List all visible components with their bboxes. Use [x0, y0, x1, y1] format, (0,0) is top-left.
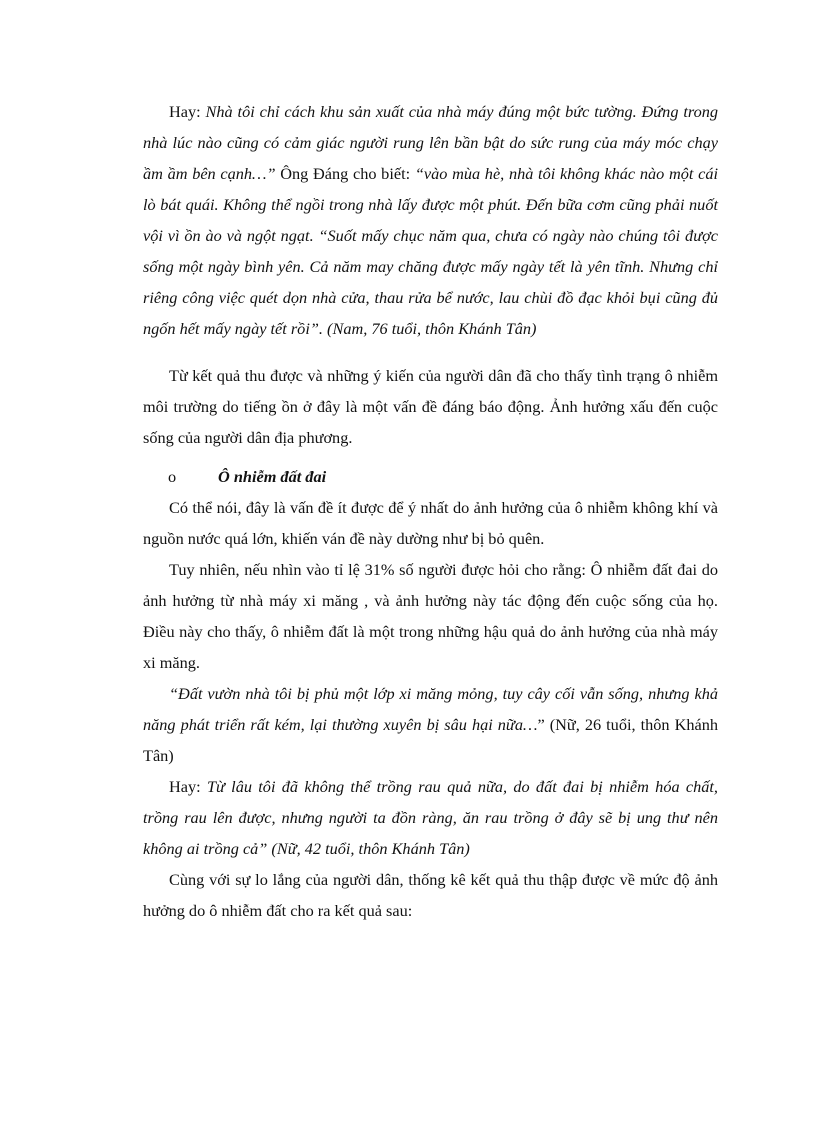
quote-lead: Hay: [169, 777, 207, 796]
quote-text-2: “vào mùa hè, nhà tôi không khác nào một cái lò bát quái. Không thể ngồi trong nhà lấy được một phút. Đến bữa cơm cũng phải nuốt vội vì ồn ào và ngột ngạt. “Suốt mấy chục năm qua, chưa có ngày nào chúng tôi được sống một ngày bình yên. Cả năm may chăng được mấy ngày tết là yên tĩnh. Nhưng chỉ riêng công việc quét dọn nhà cửa, thau rửa bể nước, lau chùi đồ đạc khỏi bụi cũng đủ ngốn hết mấy ngày tết rồi”. (Nam, 76 tuổi, thôn Khánh Tân) [143, 164, 718, 338]
paragraph-noise-conclusion: Từ kết quả thu được và những ý kiến của người dân đã cho thấy tình trạng ô nhiễm môi trường do tiếng ồn ở đây là một vấn đề đáng báo động. Ảnh hưởng xấu đến cuộc sống của người dân địa phương. [143, 366, 718, 447]
paragraph-quote-noise [143, 96, 718, 344]
quote-lead: Hay: [169, 102, 206, 121]
quote-text: Nhà tôi chỉ cách khu sản xuất của nhà máy đúng một bức tường. Đứng trong nhà lúc nào cũng có cảm giác người rung lên bần bật do sức rung của máy móc chạy ầm ầm bên cạnh…” [143, 102, 719, 183]
paragraph-quote-garden [143, 678, 718, 771]
quote-text: “Đất vườn nhà tôi bị phủ một lớp xi măng mỏng, tuy cây cối vẫn sống, nhưng khả năng phát triển rất kém, lại thường xuyên bị sâu hại nữa… [143, 684, 718, 734]
paragraph-soil-stat: Tuy nhiên, nếu nhìn vào tỉ lệ 31% số người được hỏi cho rằng: Ô nhiễm đất đai do ảnh hưởng từ nhà máy xi măng , và ảnh hưởng này tác động đến cuộc sống của họ. Điều này cho thấy, ô nhiễm đất là một trong những hậu quả do ảnh hưởng của nhà máy xi măng. [143, 560, 718, 672]
document-page [143, 96, 718, 926]
quote-text: Từ lâu tôi đã không thể trồng rau quả nữa, do đất đai bị nhiễm hóa chất, trồng rau lên được, nhưng người ta đồn ràng, ăn rau trồng ở đây sẽ bị ung thư nên không ai trồng cả” (Nữ, 42 tuổi, thôn Khánh Tân) [143, 777, 719, 858]
paragraph-quote-vegetables [143, 771, 718, 864]
bullet-marker: o [168, 467, 177, 486]
paragraph-soil-intro: Có thể nói, đây là vấn đề ít được để ý nhất do ảnh hưởng của ô nhiễm không khí và nguồn nước quá lớn, khiến ván đề này dường như bị bỏ quên. [143, 498, 718, 548]
quote-source: ” (Nữ, 26 tuổi, thôn Khánh Tân) [143, 715, 718, 765]
section-heading [143, 461, 718, 492]
section-title: Ô nhiễm đất đai [218, 467, 327, 486]
paragraph-soil-results: Cùng với sự lo lắng của người dân, thống kê kết quả thu thập được về mức độ ảnh hưởng do ô nhiễm đất cho ra kết quả sau: [143, 870, 718, 920]
quote-attribution: Ông Đáng cho biết: [275, 164, 415, 183]
